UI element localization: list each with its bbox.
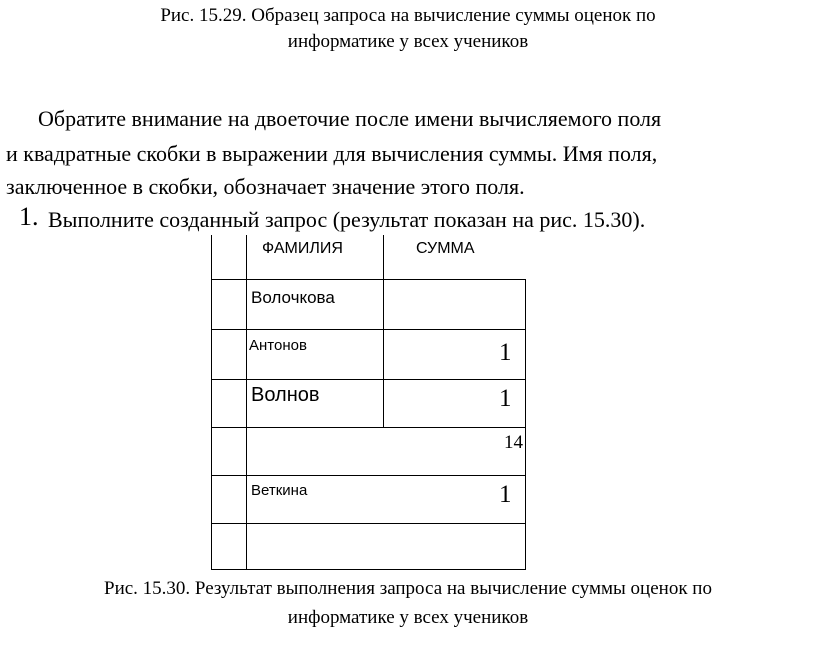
table-border-right: [525, 279, 526, 570]
step-text: Выполните созданный запрос (результат показан на рис. 15.30).: [48, 207, 646, 232]
cell-name-row1: Волочкова: [251, 288, 335, 307]
table-border-bottom: [211, 569, 526, 570]
paragraph-line2: и квадратные скобки в выражении для вычисления суммы. Имя поля,: [6, 141, 658, 166]
caption-bottom-line2: информатике у всех учеников: [287, 607, 529, 628]
caption-bottom-line1: Рис. 15.30. Результат выполнения запроса на вычисление суммы оценок по: [104, 578, 712, 599]
cell-sum-row2: 1: [499, 339, 512, 366]
cell-name-row3: Волнов: [251, 384, 320, 406]
caption-bottom: [0, 574, 816, 632]
table-row-line-5: [211, 475, 526, 476]
table-row-line-4: [211, 427, 526, 428]
table-border-left: [211, 235, 212, 570]
table-divider-2: [383, 235, 384, 427]
caption-top: [0, 3, 816, 55]
result-table: [211, 235, 527, 570]
cell-name-row2: Антонов: [249, 337, 307, 354]
paragraph-line3: заключенное в скобки, обозначает значение этого поля.: [6, 174, 525, 199]
table-divider-1: [246, 235, 247, 570]
table-row-line-1: [211, 279, 526, 280]
paragraph-line1: Обратите внимание на двоеточие после имени вычисляемого поля: [38, 106, 662, 131]
table-row-line-3: [211, 379, 526, 380]
caption-top-line2: информатике у всех учеников: [287, 31, 529, 52]
cell-sum-row4: 14: [504, 432, 523, 453]
cell-sum-row5: 1: [499, 481, 512, 508]
table-row-line-2: [211, 329, 526, 330]
table-row-line-6: [211, 523, 526, 524]
caption-top-line1: Рис. 15.29. Образец запроса на вычисление суммы оценок по: [160, 5, 656, 26]
header-familiya: ФАМИЛИЯ: [262, 240, 343, 257]
cell-sum-row3: 1: [499, 385, 512, 412]
cell-name-row5: Веткина: [251, 482, 308, 499]
step-number: 1.: [19, 202, 39, 231]
header-summa: СУММА: [416, 240, 475, 257]
